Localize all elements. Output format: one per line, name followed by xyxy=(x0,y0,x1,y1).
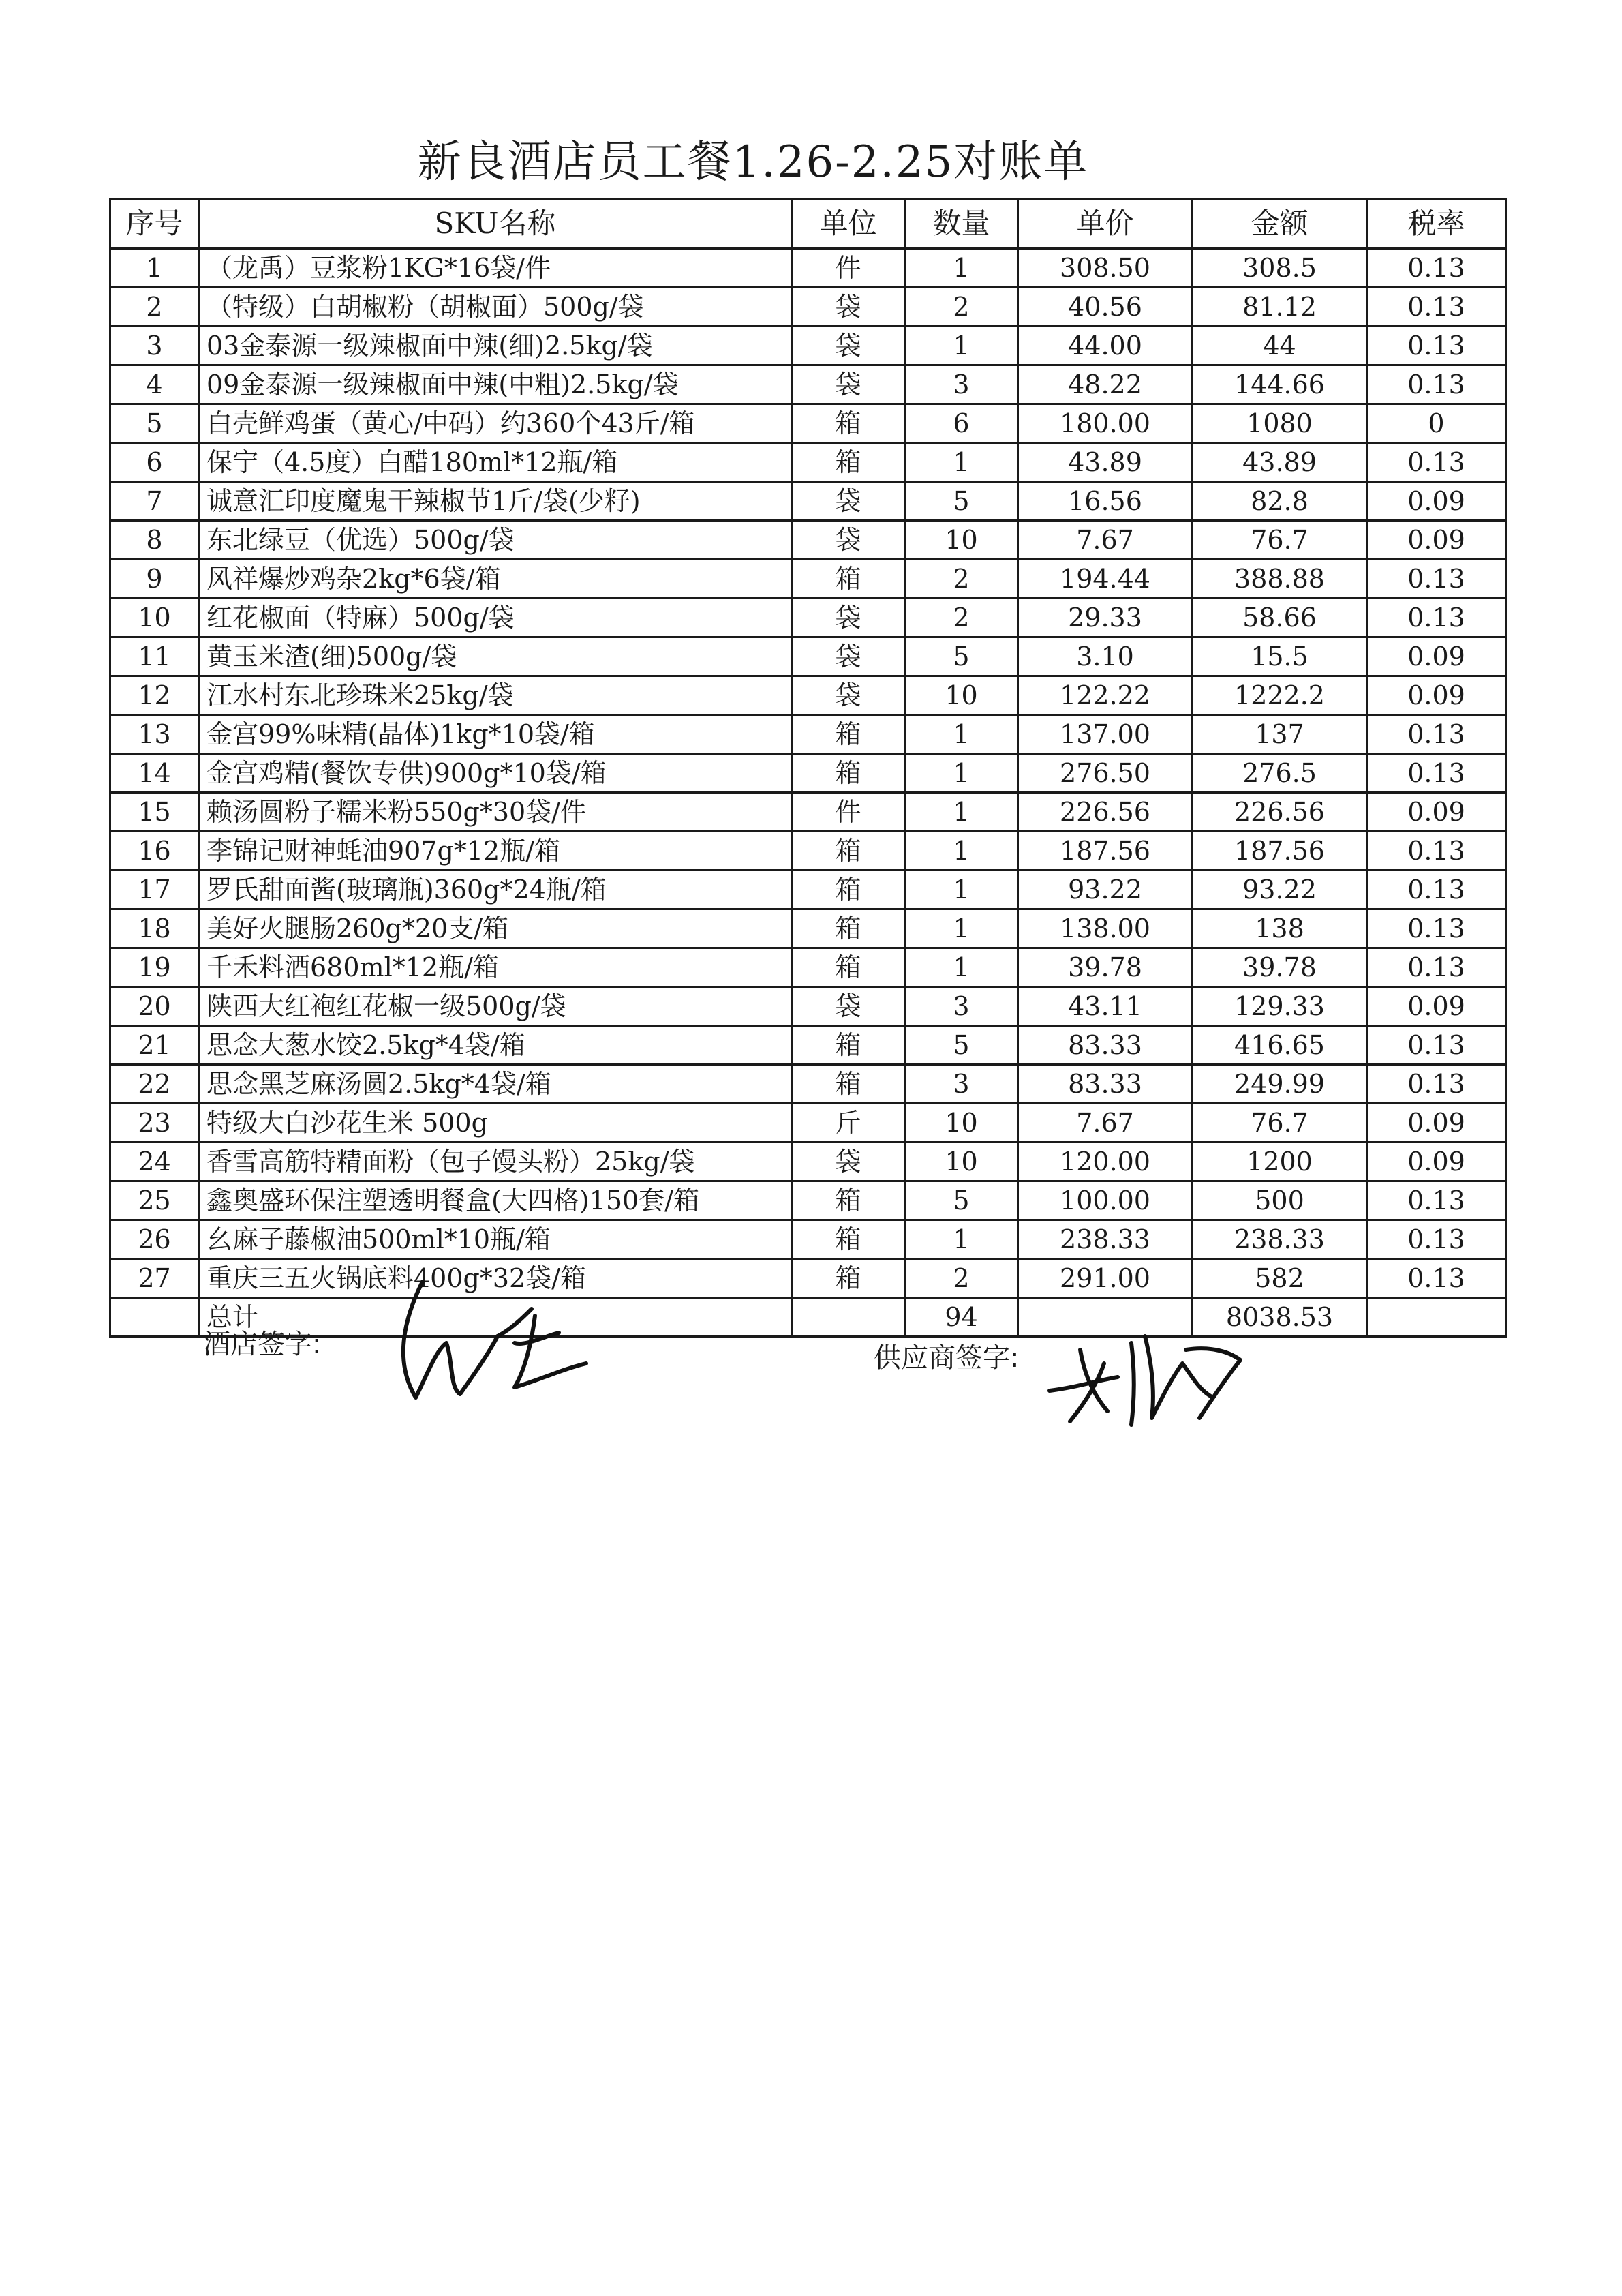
sku-name-cell: 红花椒面（特麻）500g/袋 xyxy=(199,599,792,637)
col-header-quantity: 数量 xyxy=(905,199,1018,249)
row-index-cell: 18 xyxy=(110,909,199,948)
sku-name-cell: 重庆三五火锅底料400g*32袋/箱 xyxy=(199,1259,792,1298)
unit-price-cell: 122.22 xyxy=(1018,676,1193,715)
tax-rate-cell: 0.13 xyxy=(1367,754,1506,793)
col-header-unit-price: 单价 xyxy=(1018,199,1193,249)
unit-price-cell: 40.56 xyxy=(1018,288,1193,327)
tax-rate-cell: 0 xyxy=(1367,404,1506,443)
col-header-unit: 单位 xyxy=(792,199,905,249)
sku-name-cell: 金宫鸡精(餐饮专供)900g*10袋/箱 xyxy=(199,754,792,793)
unit-cell: 袋 xyxy=(792,327,905,365)
unit-price-cell: 226.56 xyxy=(1018,793,1193,832)
table-row xyxy=(110,1181,1506,1220)
page-title: 新良酒店员工餐1.26-2.25对账单 xyxy=(417,137,1089,187)
unit-cell: 袋 xyxy=(792,599,905,637)
unit-cell: 袋 xyxy=(792,637,905,676)
sku-name-cell: 美好火腿肠260g*20支/箱 xyxy=(199,909,792,948)
sku-name-cell: 江水村东北珍珠米25kg/袋 xyxy=(199,676,792,715)
table-row xyxy=(110,443,1506,482)
total-unit-cell xyxy=(792,1298,905,1337)
unit-cell: 斤 xyxy=(792,1104,905,1143)
amount-cell: 137 xyxy=(1193,715,1367,754)
quantity-cell: 3 xyxy=(905,365,1018,404)
unit-cell: 件 xyxy=(792,249,905,288)
unit-price-cell: 120.00 xyxy=(1018,1143,1193,1181)
unit-price-cell: 187.56 xyxy=(1018,832,1193,871)
unit-cell: 箱 xyxy=(792,1259,905,1298)
amount-cell: 187.56 xyxy=(1193,832,1367,871)
table-row xyxy=(110,404,1506,443)
table-row xyxy=(110,482,1506,521)
sku-name-cell: 千禾料酒680ml*12瓶/箱 xyxy=(199,948,792,987)
unit-cell: 箱 xyxy=(792,404,905,443)
amount-cell: 58.66 xyxy=(1193,599,1367,637)
hotel-signature-label: 酒店签字: xyxy=(203,1329,322,1360)
tax-rate-cell: 0.09 xyxy=(1367,1104,1506,1143)
amount-cell: 276.5 xyxy=(1193,754,1367,793)
tax-rate-cell: 0.13 xyxy=(1367,327,1506,365)
quantity-cell: 1 xyxy=(905,909,1018,948)
amount-cell: 76.7 xyxy=(1193,521,1367,560)
sku-name-cell: （龙禹）豆浆粉1KG*16袋/件 xyxy=(199,249,792,288)
unit-price-cell: 29.33 xyxy=(1018,599,1193,637)
statement-table xyxy=(109,198,1507,1338)
quantity-cell: 10 xyxy=(905,676,1018,715)
unit-cell: 袋 xyxy=(792,365,905,404)
amount-cell: 82.8 xyxy=(1193,482,1367,521)
quantity-cell: 1 xyxy=(905,871,1018,909)
unit-cell: 箱 xyxy=(792,1181,905,1220)
quantity-cell: 5 xyxy=(905,1181,1018,1220)
table-row xyxy=(110,1065,1506,1104)
quantity-cell: 3 xyxy=(905,1065,1018,1104)
unit-cell: 箱 xyxy=(792,871,905,909)
unit-cell: 袋 xyxy=(792,482,905,521)
amount-cell: 416.65 xyxy=(1193,1026,1367,1065)
unit-price-cell: 16.56 xyxy=(1018,482,1193,521)
unit-price-cell: 194.44 xyxy=(1018,560,1193,599)
unit-cell: 箱 xyxy=(792,1065,905,1104)
row-index-cell: 9 xyxy=(110,560,199,599)
table-row xyxy=(110,1259,1506,1298)
tax-rate-cell: 0.13 xyxy=(1367,715,1506,754)
table-body xyxy=(110,249,1506,1298)
quantity-cell: 1 xyxy=(905,443,1018,482)
total-index-cell xyxy=(110,1298,199,1337)
unit-price-cell: 39.78 xyxy=(1018,948,1193,987)
unit-cell: 袋 xyxy=(792,987,905,1026)
row-index-cell: 20 xyxy=(110,987,199,1026)
tax-rate-cell: 0.13 xyxy=(1367,560,1506,599)
sku-name-cell: 李锦记财神蚝油907g*12瓶/箱 xyxy=(199,832,792,871)
quantity-cell: 6 xyxy=(905,404,1018,443)
amount-cell: 76.7 xyxy=(1193,1104,1367,1143)
table-row xyxy=(110,754,1506,793)
quantity-cell: 5 xyxy=(905,637,1018,676)
sku-name-cell: 赖汤圆粉子糯米粉550g*30袋/件 xyxy=(199,793,792,832)
row-index-cell: 13 xyxy=(110,715,199,754)
tax-rate-cell: 0.13 xyxy=(1367,249,1506,288)
tax-rate-cell: 0.13 xyxy=(1367,1181,1506,1220)
amount-cell: 238.33 xyxy=(1193,1220,1367,1259)
tax-rate-cell: 0.09 xyxy=(1367,1143,1506,1181)
sku-name-cell: 香雪高筋特精面粉（包子馒头粉）25kg/袋 xyxy=(199,1143,792,1181)
table-row xyxy=(110,1104,1506,1143)
unit-price-cell: 238.33 xyxy=(1018,1220,1193,1259)
unit-cell: 袋 xyxy=(792,1143,905,1181)
sku-name-cell: 09金泰源一级辣椒面中辣(中粗)2.5kg/袋 xyxy=(199,365,792,404)
table-row xyxy=(110,327,1506,365)
tax-rate-cell: 0.13 xyxy=(1367,288,1506,327)
amount-cell: 308.5 xyxy=(1193,249,1367,288)
table-row xyxy=(110,909,1506,948)
unit-price-cell: 7.67 xyxy=(1018,1104,1193,1143)
row-index-cell: 6 xyxy=(110,443,199,482)
quantity-cell: 1 xyxy=(905,832,1018,871)
quantity-cell: 10 xyxy=(905,1104,1018,1143)
table-row xyxy=(110,676,1506,715)
table-row xyxy=(110,521,1506,560)
unit-cell: 袋 xyxy=(792,676,905,715)
unit-cell: 件 xyxy=(792,793,905,832)
quantity-cell: 2 xyxy=(905,560,1018,599)
total-tax-cell xyxy=(1367,1298,1506,1337)
unit-price-cell: 276.50 xyxy=(1018,754,1193,793)
amount-cell: 81.12 xyxy=(1193,288,1367,327)
col-header-tax-rate: 税率 xyxy=(1367,199,1506,249)
sku-name-cell: 幺麻子藤椒油500ml*10瓶/箱 xyxy=(199,1220,792,1259)
table-row xyxy=(110,1026,1506,1065)
row-index-cell: 27 xyxy=(110,1259,199,1298)
table-row xyxy=(110,793,1506,832)
table-row xyxy=(110,832,1506,871)
amount-cell: 1080 xyxy=(1193,404,1367,443)
row-index-cell: 4 xyxy=(110,365,199,404)
row-index-cell: 26 xyxy=(110,1220,199,1259)
unit-price-cell: 291.00 xyxy=(1018,1259,1193,1298)
row-index-cell: 25 xyxy=(110,1181,199,1220)
tax-rate-cell: 0.09 xyxy=(1367,482,1506,521)
tax-rate-cell: 0.13 xyxy=(1367,832,1506,871)
amount-cell: 1200 xyxy=(1193,1143,1367,1181)
amount-cell: 15.5 xyxy=(1193,637,1367,676)
tax-rate-cell: 0.13 xyxy=(1367,948,1506,987)
unit-cell: 袋 xyxy=(792,288,905,327)
amount-cell: 582 xyxy=(1193,1259,1367,1298)
sku-name-cell: （特级）白胡椒粉（胡椒面）500g/袋 xyxy=(199,288,792,327)
table-row xyxy=(110,365,1506,404)
hotel-signature xyxy=(395,1268,600,1411)
quantity-cell: 1 xyxy=(905,754,1018,793)
quantity-cell: 1 xyxy=(905,793,1018,832)
quantity-cell: 5 xyxy=(905,1026,1018,1065)
quantity-cell: 10 xyxy=(905,1143,1018,1181)
quantity-cell: 1 xyxy=(905,327,1018,365)
unit-price-cell: 93.22 xyxy=(1018,871,1193,909)
tax-rate-cell: 0.13 xyxy=(1367,1259,1506,1298)
total-quantity: 94 xyxy=(905,1298,1018,1337)
row-index-cell: 8 xyxy=(110,521,199,560)
row-index-cell: 15 xyxy=(110,793,199,832)
unit-price-cell: 43.11 xyxy=(1018,987,1193,1026)
amount-cell: 1222.2 xyxy=(1193,676,1367,715)
tax-rate-cell: 0.13 xyxy=(1367,1065,1506,1104)
table-header xyxy=(110,199,1506,249)
sku-name-cell: 思念黑芝麻汤圆2.5kg*4袋/箱 xyxy=(199,1065,792,1104)
table-row xyxy=(110,560,1506,599)
sku-name-cell: 白壳鲜鸡蛋（黄心/中码）约360个43斤/箱 xyxy=(199,404,792,443)
tax-rate-cell: 0.13 xyxy=(1367,909,1506,948)
unit-cell: 箱 xyxy=(792,1026,905,1065)
unit-price-cell: 100.00 xyxy=(1018,1181,1193,1220)
row-index-cell: 16 xyxy=(110,832,199,871)
table-row xyxy=(110,288,1506,327)
sku-name-cell: 风祥爆炒鸡杂2kg*6袋/箱 xyxy=(199,560,792,599)
unit-cell: 箱 xyxy=(792,948,905,987)
amount-cell: 226.56 xyxy=(1193,793,1367,832)
tax-rate-cell: 0.13 xyxy=(1367,1026,1506,1065)
tax-rate-cell: 0.13 xyxy=(1367,443,1506,482)
supplier-signature-label: 供应商签字: xyxy=(874,1342,1020,1374)
row-index-cell: 17 xyxy=(110,871,199,909)
row-index-cell: 24 xyxy=(110,1143,199,1181)
quantity-cell: 1 xyxy=(905,1220,1018,1259)
sku-name-cell: 保宁（4.5度）白醋180ml*12瓶/箱 xyxy=(199,443,792,482)
amount-cell: 388.88 xyxy=(1193,560,1367,599)
table-row xyxy=(110,1220,1506,1259)
row-index-cell: 1 xyxy=(110,249,199,288)
unit-price-cell: 138.00 xyxy=(1018,909,1193,948)
unit-cell: 袋 xyxy=(792,521,905,560)
unit-price-cell: 308.50 xyxy=(1018,249,1193,288)
total-label: 总计 xyxy=(199,1298,792,1337)
amount-cell: 39.78 xyxy=(1193,948,1367,987)
sku-name-cell: 诚意汇印度魔鬼干辣椒节1斤/袋(少籽) xyxy=(199,482,792,521)
table-row xyxy=(110,987,1506,1026)
row-index-cell: 22 xyxy=(110,1065,199,1104)
table-row xyxy=(110,871,1506,909)
row-index-cell: 12 xyxy=(110,676,199,715)
unit-price-cell: 48.22 xyxy=(1018,365,1193,404)
sku-name-cell: 鑫奥盛环保注塑透明餐盒(大四格)150套/箱 xyxy=(199,1181,792,1220)
tax-rate-cell: 0.13 xyxy=(1367,1220,1506,1259)
unit-cell: 箱 xyxy=(792,1220,905,1259)
sku-name-cell: 东北绿豆（优选）500g/袋 xyxy=(199,521,792,560)
unit-price-cell: 43.89 xyxy=(1018,443,1193,482)
tax-rate-cell: 0.09 xyxy=(1367,793,1506,832)
tax-rate-cell: 0.13 xyxy=(1367,599,1506,637)
unit-price-cell: 7.67 xyxy=(1018,521,1193,560)
quantity-cell: 2 xyxy=(905,599,1018,637)
quantity-cell: 5 xyxy=(905,482,1018,521)
header-row xyxy=(110,199,1506,249)
quantity-cell: 1 xyxy=(905,948,1018,987)
sku-name-cell: 思念大葱水饺2.5kg*4袋/箱 xyxy=(199,1026,792,1065)
row-index-cell: 19 xyxy=(110,948,199,987)
table-row xyxy=(110,637,1506,676)
amount-cell: 144.66 xyxy=(1193,365,1367,404)
sku-name-cell: 金宫99%味精(晶体)1kg*10袋/箱 xyxy=(199,715,792,754)
amount-cell: 44 xyxy=(1193,327,1367,365)
tax-rate-cell: 0.13 xyxy=(1367,365,1506,404)
unit-cell: 箱 xyxy=(792,715,905,754)
tax-rate-cell: 0.09 xyxy=(1367,637,1506,676)
unit-cell: 箱 xyxy=(792,754,905,793)
supplier-signature xyxy=(1043,1323,1254,1432)
row-index-cell: 21 xyxy=(110,1026,199,1065)
unit-cell: 箱 xyxy=(792,832,905,871)
amount-cell: 500 xyxy=(1193,1181,1367,1220)
quantity-cell: 10 xyxy=(905,521,1018,560)
col-header-index: 序号 xyxy=(110,199,199,249)
row-index-cell: 11 xyxy=(110,637,199,676)
tax-rate-cell: 0.13 xyxy=(1367,871,1506,909)
table-row xyxy=(110,948,1506,987)
tax-rate-cell: 0.09 xyxy=(1367,987,1506,1026)
unit-price-cell: 83.33 xyxy=(1018,1065,1193,1104)
unit-cell: 箱 xyxy=(792,443,905,482)
total-amount: 8038.53 xyxy=(1193,1298,1367,1337)
tax-rate-cell: 0.09 xyxy=(1367,521,1506,560)
table-row xyxy=(110,249,1506,288)
table-row xyxy=(110,599,1506,637)
col-header-sku-name: SKU名称 xyxy=(199,199,792,249)
amount-cell: 129.33 xyxy=(1193,987,1367,1026)
row-index-cell: 7 xyxy=(110,482,199,521)
amount-cell: 43.89 xyxy=(1193,443,1367,482)
tax-rate-cell: 0.09 xyxy=(1367,676,1506,715)
quantity-cell: 2 xyxy=(905,288,1018,327)
quantity-cell: 2 xyxy=(905,1259,1018,1298)
unit-cell: 箱 xyxy=(792,560,905,599)
amount-cell: 93.22 xyxy=(1193,871,1367,909)
row-index-cell: 2 xyxy=(110,288,199,327)
row-index-cell: 5 xyxy=(110,404,199,443)
unit-price-cell: 180.00 xyxy=(1018,404,1193,443)
table-row xyxy=(110,715,1506,754)
quantity-cell: 1 xyxy=(905,715,1018,754)
quantity-cell: 1 xyxy=(905,249,1018,288)
unit-price-cell: 83.33 xyxy=(1018,1026,1193,1065)
col-header-amount: 金额 xyxy=(1193,199,1367,249)
quantity-cell: 3 xyxy=(905,987,1018,1026)
unit-cell: 箱 xyxy=(792,909,905,948)
row-index-cell: 3 xyxy=(110,327,199,365)
sku-name-cell: 黄玉米渣(细)500g/袋 xyxy=(199,637,792,676)
row-index-cell: 14 xyxy=(110,754,199,793)
sku-name-cell: 陕西大红袍红花椒一级500g/袋 xyxy=(199,987,792,1026)
sku-name-cell: 特级大白沙花生米 500g xyxy=(199,1104,792,1143)
sku-name-cell: 03金泰源一级辣椒面中辣(细)2.5kg/袋 xyxy=(199,327,792,365)
amount-cell: 249.99 xyxy=(1193,1065,1367,1104)
row-index-cell: 23 xyxy=(110,1104,199,1143)
amount-cell: 138 xyxy=(1193,909,1367,948)
table-row xyxy=(110,1143,1506,1181)
unit-price-cell: 137.00 xyxy=(1018,715,1193,754)
row-index-cell: 10 xyxy=(110,599,199,637)
unit-price-cell: 3.10 xyxy=(1018,637,1193,676)
unit-price-cell: 44.00 xyxy=(1018,327,1193,365)
sku-name-cell: 罗氏甜面酱(玻璃瓶)360g*24瓶/箱 xyxy=(199,871,792,909)
